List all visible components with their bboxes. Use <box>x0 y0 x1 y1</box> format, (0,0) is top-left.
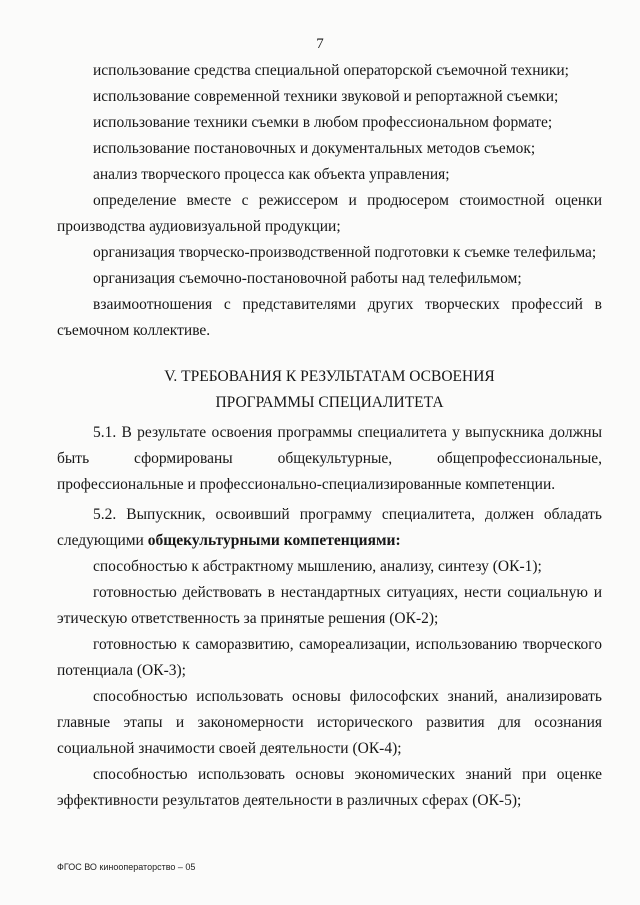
competency-item: готовностью действовать в нестандартных ситуациях, нести социальную и этическую ответственность за принятые решения (ОК-2); <box>57 584 602 627</box>
section-heading-line-1: V. ТРЕБОВАНИЯ К РЕЗУЛЬТАТАМ ОСВОЕНИЯ <box>164 368 495 385</box>
competency-item: готовностью к саморазвитию, самореализации, использованию творческого потенциала (ОК-3); <box>57 636 602 679</box>
list-item: использование средства специальной операторской съемочной техники; <box>93 62 569 79</box>
list-item: использование постановочных и документальных методов съемок; <box>93 140 536 157</box>
list-item: анализ творческого процесса как объекта управления; <box>93 166 450 183</box>
list-item: использование современной техники звуковой и репортажной съемки; <box>93 88 559 105</box>
competency-item: способностью использовать основы философских знаний, анализировать главные этапы и закономерности исторического развития для осознания социальной значимости своей деятельности (ОК-4); <box>57 688 602 757</box>
competency-item: способностью использовать основы экономических знаний при оценке эффективности результатов деятельности в различных сферах (ОК-5); <box>57 766 602 809</box>
paragraph-5-1: 5.1. В результате освоения программы специалитета у выпускника должны быть сформированы общекультурные, общепрофессиональные, профессиональные и профессионально-специализированные компетенции. <box>57 424 602 493</box>
document-body <box>57 58 602 814</box>
paragraph-5-2-text: 5.2. Выпускник, освоивший программу специалитета, должен обладать следующими <box>57 506 602 549</box>
page-number: 7 <box>316 36 324 52</box>
list-item: организация творческо-производственной подготовки к съемке телефильма; <box>93 244 597 261</box>
list-item: взаимоотношения с представителями других творческих профессий в съемочном коллективе. <box>57 296 602 339</box>
footer-note: ФГОС ВО кинооператорство – 05 <box>57 862 196 872</box>
list-item: организация съемочно-постановочной работы над телефильмом; <box>93 270 522 287</box>
section-heading-line-2: ПРОГРАММЫ СПЕЦИАЛИТЕТА <box>215 394 444 411</box>
paragraph-5-2 <box>57 502 602 554</box>
competency-item: способностью к абстрактному мышлению, анализу, синтезу (ОК-1); <box>93 558 542 575</box>
paragraph-5-2-bold: общекультурными компетенциями: <box>147 532 401 549</box>
list-item: определение вместе с режиссером и продюсером стоимостной оценки производства аудиовизуальной продукции; <box>57 192 602 235</box>
list-item: использование техники съемки в любом профессиональном формате; <box>93 114 553 131</box>
